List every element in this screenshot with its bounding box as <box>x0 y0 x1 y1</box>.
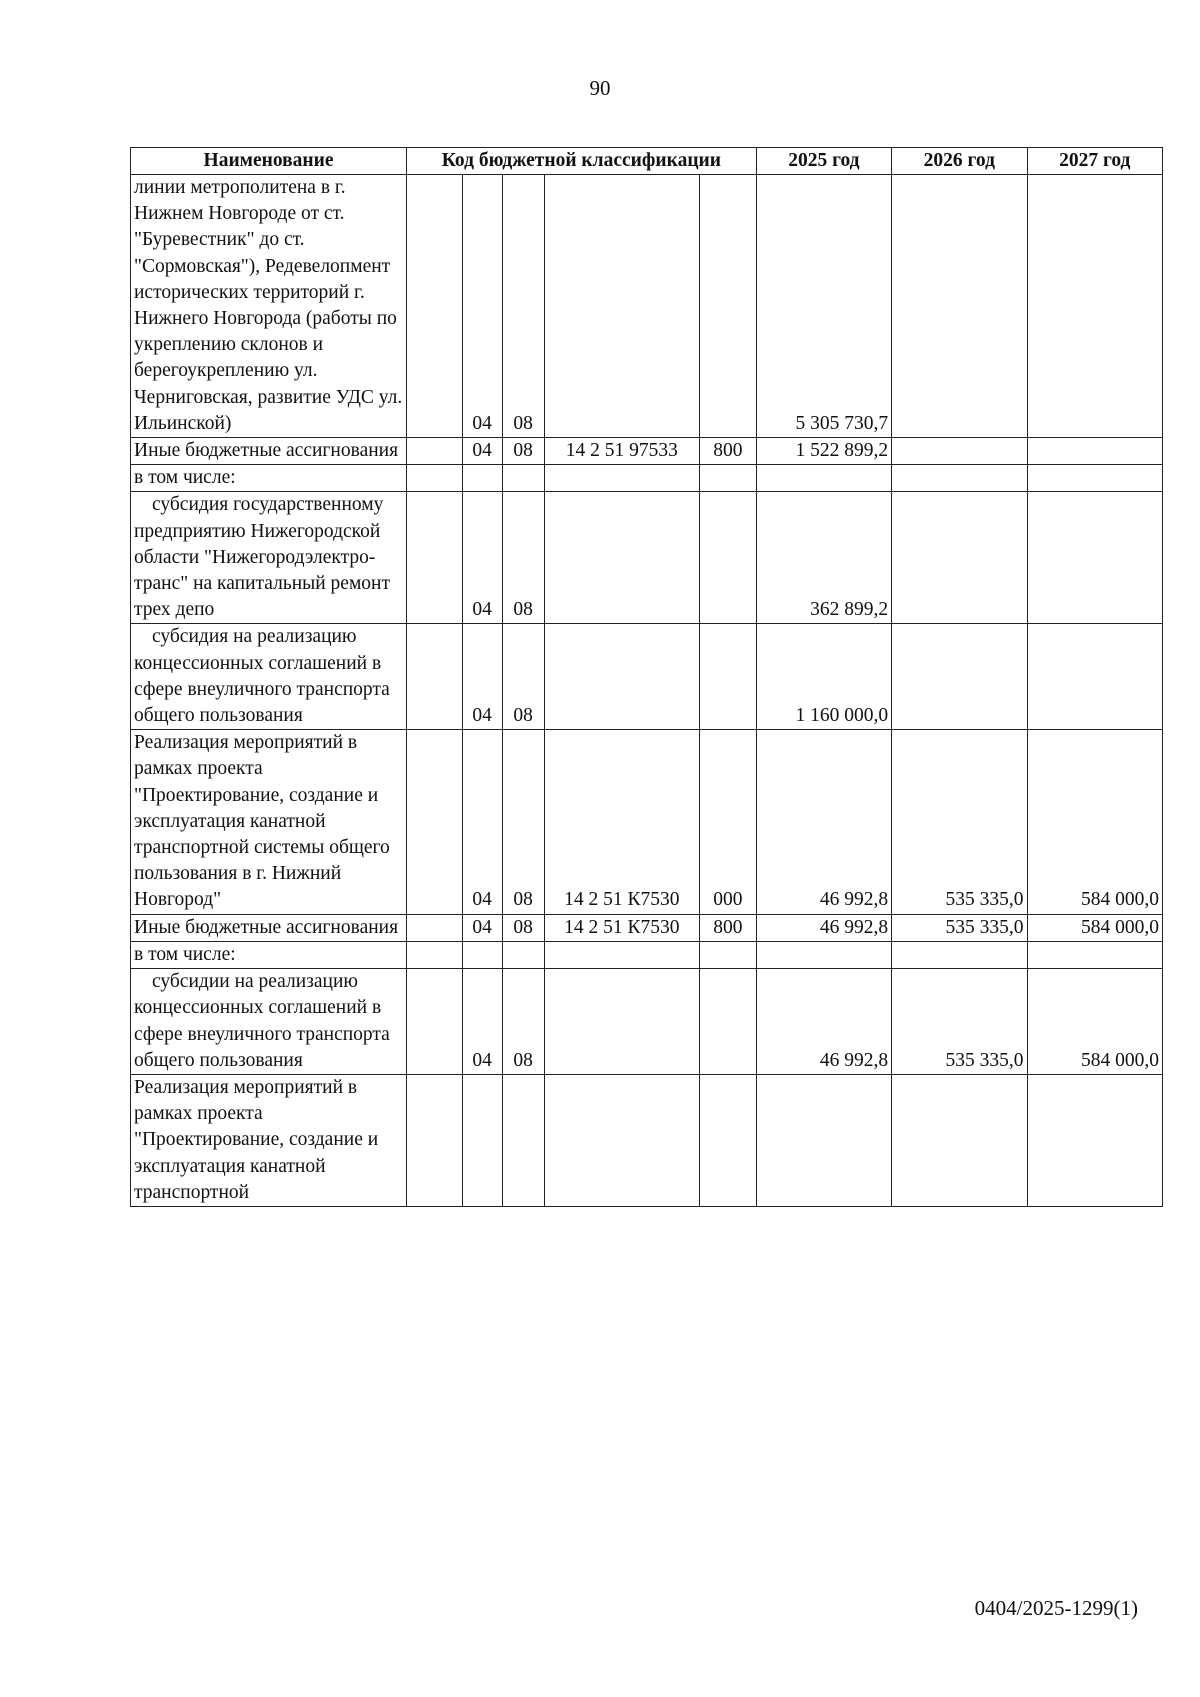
cell-code-target <box>544 969 699 1075</box>
cell-2025 <box>756 941 891 968</box>
cell-2027 <box>1027 1074 1163 1206</box>
cell-code-subsection: 08 <box>502 438 544 465</box>
cell-2027: 584 000,0 <box>1027 969 1163 1075</box>
cell-name: Иные бюджетные ассигнования <box>131 438 407 465</box>
cell-2027 <box>1027 941 1163 968</box>
cell-code-subsection <box>502 941 544 968</box>
cell-name: Реализация мероприятий в рамках проекта "Проектирование, создание и эксплуатация канатной транспортной <box>131 1074 407 1206</box>
cell-2026: 535 335,0 <box>892 914 1027 941</box>
cell-code-section: 04 <box>462 175 502 438</box>
cell-code-expense-type <box>699 969 756 1075</box>
header-name: Наименование <box>131 148 407 175</box>
cell-code-gov <box>407 730 463 914</box>
cell-code-subsection: 08 <box>502 492 544 624</box>
cell-name: в том числе: <box>131 465 407 492</box>
cell-2026 <box>892 465 1027 492</box>
cell-code-subsection: 08 <box>502 969 544 1075</box>
cell-2026 <box>892 438 1027 465</box>
table-row <box>131 438 1163 465</box>
cell-code-target <box>544 941 699 968</box>
table-row <box>131 914 1163 941</box>
cell-2025: 362 899,2 <box>756 492 891 624</box>
table-row <box>131 969 1163 1075</box>
cell-2025: 1 522 899,2 <box>756 438 891 465</box>
cell-code-expense-type <box>699 175 756 438</box>
cell-code-section: 04 <box>462 914 502 941</box>
cell-code-expense-type: 800 <box>699 914 756 941</box>
cell-2026: 535 335,0 <box>892 969 1027 1075</box>
table-body <box>131 175 1163 1207</box>
cell-2025: 1 160 000,0 <box>756 624 891 730</box>
cell-code-section: 04 <box>462 438 502 465</box>
cell-2027: 584 000,0 <box>1027 730 1163 914</box>
cell-2027 <box>1027 175 1163 438</box>
cell-2027 <box>1027 492 1163 624</box>
cell-code-expense-type <box>699 1074 756 1206</box>
table-row <box>131 465 1163 492</box>
budget-table <box>130 147 1163 1207</box>
table-row <box>131 175 1163 438</box>
cell-code-section <box>462 465 502 492</box>
cell-code-section <box>462 1074 502 1206</box>
table-row <box>131 492 1163 624</box>
cell-2026 <box>892 624 1027 730</box>
cell-code-gov <box>407 438 463 465</box>
cell-code-target <box>544 465 699 492</box>
cell-code-gov <box>407 175 463 438</box>
cell-name: субсидии на реализацию концессионных соглашений в сфере внеуличного транспорта общего пользования <box>131 969 407 1075</box>
cell-2025: 46 992,8 <box>756 914 891 941</box>
cell-code-gov <box>407 624 463 730</box>
cell-2026 <box>892 1074 1027 1206</box>
cell-name: субсидия на реализацию концессионных соглашений в сфере внеуличного транспорта общего пользования <box>131 624 407 730</box>
cell-code-gov <box>407 969 463 1075</box>
cell-name: в том числе: <box>131 941 407 968</box>
table-row <box>131 1074 1163 1206</box>
table-row <box>131 730 1163 914</box>
table-header-row <box>131 148 1163 175</box>
cell-code-gov <box>407 941 463 968</box>
cell-code-section: 04 <box>462 969 502 1075</box>
cell-code-target <box>544 624 699 730</box>
cell-code-subsection: 08 <box>502 624 544 730</box>
header-budget-code: Код бюджетной классификации <box>407 148 757 175</box>
cell-code-target <box>544 175 699 438</box>
cell-code-expense-type <box>699 465 756 492</box>
cell-2025: 46 992,8 <box>756 969 891 1075</box>
cell-code-section: 04 <box>462 624 502 730</box>
cell-name: линии метрополитена в г. Нижнем Новгороде от ст. "Буревестник" до ст. "Сормовская"), Редевелопмент исторических территорий г. Нижнего Новгорода (работы по укреплению склонов и берегоукреплению ул. Черниговская, развитие УДС ул. Ильинской) <box>131 175 407 438</box>
header-2026: 2026 год <box>892 148 1027 175</box>
cell-code-expense-type: 000 <box>699 730 756 914</box>
cell-2027: 584 000,0 <box>1027 914 1163 941</box>
cell-2025: 46 992,8 <box>756 730 891 914</box>
page-number: 90 <box>589 76 611 100</box>
table-row <box>131 624 1163 730</box>
cell-code-expense-type <box>699 624 756 730</box>
cell-2025: 5 305 730,7 <box>756 175 891 438</box>
cell-2025 <box>756 465 891 492</box>
cell-code-target: 14 2 51 К7530 <box>544 730 699 914</box>
cell-code-subsection: 08 <box>502 914 544 941</box>
cell-2027 <box>1027 438 1163 465</box>
table-row <box>131 941 1163 968</box>
cell-2027 <box>1027 465 1163 492</box>
cell-2026 <box>892 941 1027 968</box>
cell-name: субсидия государственному предприятию Нижегородской области "Нижегородэлектро-транс" на капитальный ремонт трех депо <box>131 492 407 624</box>
cell-code-gov <box>407 1074 463 1206</box>
cell-code-subsection: 08 <box>502 730 544 914</box>
cell-2025 <box>756 1074 891 1206</box>
cell-code-section <box>462 941 502 968</box>
cell-code-target: 14 2 51 97533 <box>544 438 699 465</box>
cell-code-subsection <box>502 465 544 492</box>
cell-code-section: 04 <box>462 492 502 624</box>
document-code: 0404/2025-1299(1) <box>974 1596 1138 1620</box>
cell-code-expense-type: 800 <box>699 438 756 465</box>
cell-name: Иные бюджетные ассигнования <box>131 914 407 941</box>
cell-code-section: 04 <box>462 730 502 914</box>
header-2027: 2027 год <box>1027 148 1163 175</box>
cell-code-target: 14 2 51 К7530 <box>544 914 699 941</box>
cell-2026 <box>892 492 1027 624</box>
cell-code-expense-type <box>699 492 756 624</box>
cell-code-gov <box>407 492 463 624</box>
cell-name: Реализация мероприятий в рамках проекта "Проектирование, создание и эксплуатация канатной транспортной системы общего пользования в г. Нижний Новгород" <box>131 730 407 914</box>
cell-2026: 535 335,0 <box>892 730 1027 914</box>
cell-2027 <box>1027 624 1163 730</box>
cell-code-subsection: 08 <box>502 175 544 438</box>
cell-code-gov <box>407 914 463 941</box>
cell-code-target <box>544 492 699 624</box>
cell-2026 <box>892 175 1027 438</box>
cell-code-gov <box>407 465 463 492</box>
cell-code-target <box>544 1074 699 1206</box>
header-2025: 2025 год <box>756 148 891 175</box>
cell-code-subsection <box>502 1074 544 1206</box>
cell-code-expense-type <box>699 941 756 968</box>
